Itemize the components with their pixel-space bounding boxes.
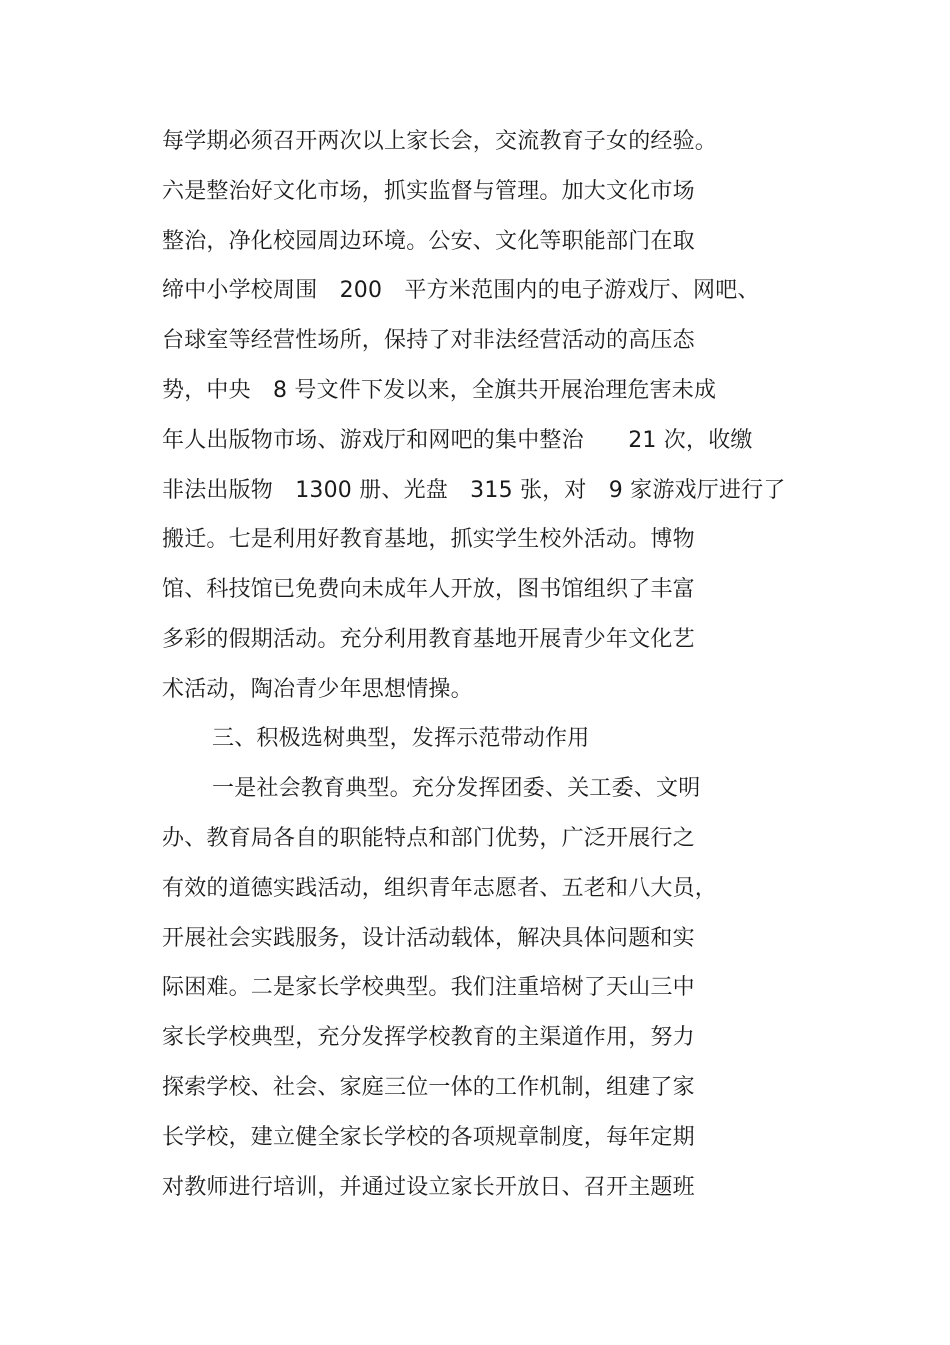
text-line: 缔中小学校周围 200 平方米范围内的电子游戏厅、网吧、	[162, 278, 760, 303]
text-line: 有效的道德实践活动，组织青年志愿者、五老和八大员，	[162, 876, 718, 901]
text-line: 探索学校、社会、家庭三位一体的工作机制，组建了家	[162, 1075, 695, 1100]
text-line: 馆、科技馆已免费向未成年人开放，图书馆组织了丰富	[162, 577, 695, 602]
text-line: 非法出版物 1300 册、光盘 315 张，对 9 家游戏厅进行了	[162, 478, 786, 503]
paragraph-first-line: 一是社会教育典型。充分发挥团委、关工委、文明	[212, 776, 701, 801]
text-line: 长学校，建立健全家长学校的各项规章制度，每年定期	[162, 1125, 695, 1150]
text-line: 每学期必须召开两次以上家长会，交流教育子女的经验。	[162, 129, 718, 154]
text-line: 六是整治好文化市场，抓实监督与管理。加大文化市场	[162, 179, 695, 204]
text-line: 对教师进行培训，并通过设立家长开放日、召开主题班	[162, 1175, 695, 1200]
text-line: 开展社会实践服务，设计活动载体，解决具体问题和实	[162, 926, 695, 951]
text-line: 势，中央 8 号文件下发以来，全旗共开展治理危害未成	[162, 378, 717, 403]
text-line: 际困难。二是家长学校典型。我们注重培树了天山三中	[162, 975, 695, 1000]
text-line: 多彩的假期活动。充分利用教育基地开展青少年文化艺	[162, 627, 695, 652]
text-line: 术活动，陶冶青少年思想情操。	[162, 677, 473, 702]
section-heading: 三、积极选树典型，发挥示范带动作用	[212, 726, 590, 751]
text-line: 搬迁。七是利用好教育基地，抓实学生校外活动。博物	[162, 527, 695, 552]
text-line: 年人出版物市场、游戏厅和网吧的集中整治 21 次，收缴	[162, 428, 753, 453]
text-line: 整治，净化校园周边环境。公安、文化等职能部门在取	[162, 229, 695, 254]
text-line: 办、教育局各自的职能特点和部门优势，广泛开展行之	[162, 826, 695, 851]
text-line: 家长学校典型，充分发挥学校教育的主渠道作用，努力	[162, 1025, 695, 1050]
text-line: 台球室等经营性场所，保持了对非法经营活动的高压态	[162, 328, 695, 353]
